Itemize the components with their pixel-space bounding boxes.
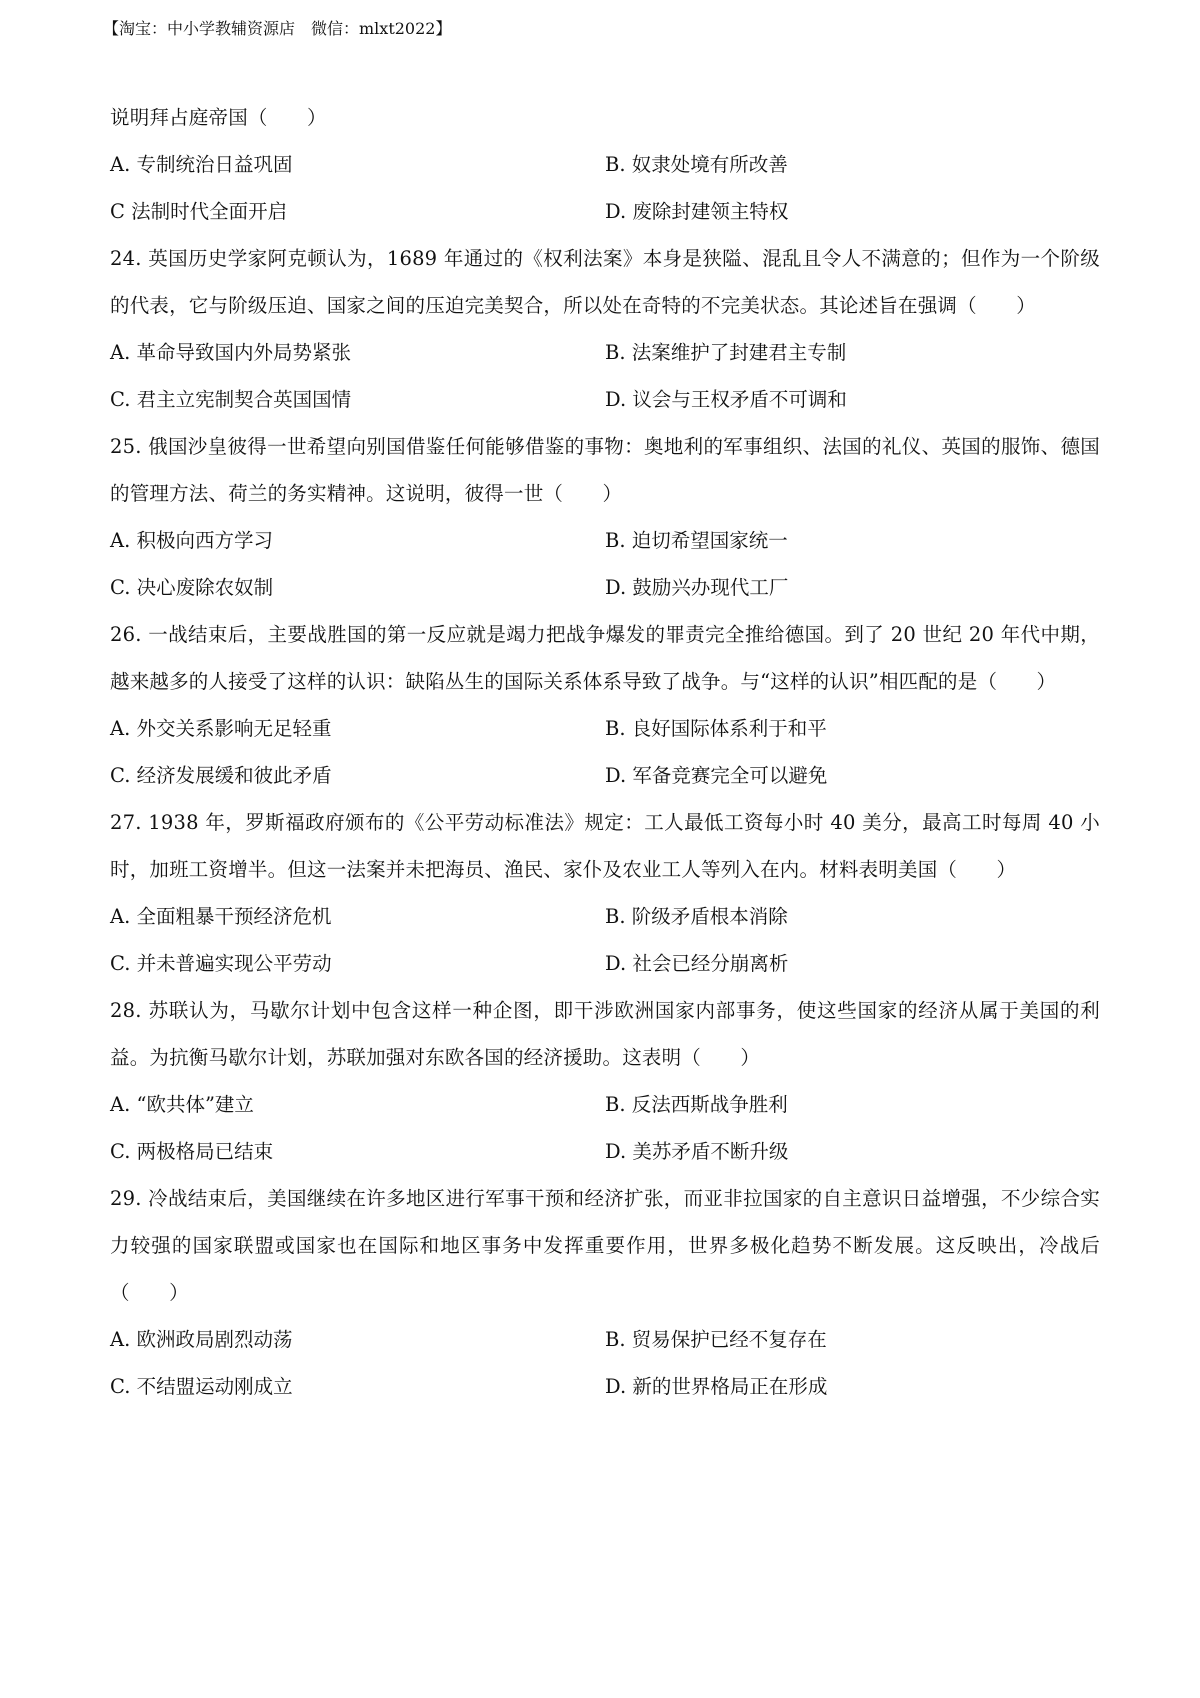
option-b: B. 奴隶处境有所改善 [605, 153, 788, 176]
option-a: A. 革命导致国内外局势紧张 [110, 341, 351, 364]
option-d: D. 美苏矛盾不断升级 [605, 1140, 789, 1163]
option-a: A. “欧共体”建立 [110, 1093, 254, 1116]
options-grid [110, 141, 1100, 235]
question-stem: 25. 俄国沙皇彼得一世希望向别国借鉴任何能够借鉴的事物：奥地利的军事组织、法国的礼仪、英国的服饰、德国的管理方法、荷兰的务实精神。这说明，彼得一世（ ） [110, 435, 1100, 505]
option-c: C. 经济发展缓和彼此矛盾 [110, 764, 332, 787]
question-list [110, 94, 1100, 1410]
question-stem: 29. 冷战结束后，美国继续在许多地区进行军事干预和经济扩张，而亚非拉国家的自主意识日益增强，不少综合实力较强的国家联盟或国家也在国际和地区事务中发挥重要作用，世界多极化趋势不断发展。这反映出，冷战后（ ） [110, 1187, 1100, 1304]
option-b: B. 法案维护了封建君主专制 [605, 341, 847, 364]
option-a: A. 全面粗暴干预经济危机 [110, 905, 332, 928]
option-a: A. 外交关系影响无足轻重 [110, 717, 332, 740]
question-stem: 28. 苏联认为，马歇尔计划中包含这样一种企图，即干涉欧洲国家内部事务，使这些国家的经济从属于美国的利益。为抗衡马歇尔计划，苏联加强对东欧各国的经济援助。这表明（ ） [110, 999, 1100, 1069]
option-d: D. 鼓励兴办现代工厂 [605, 576, 789, 599]
question-29 [110, 1175, 1100, 1410]
options-grid [110, 893, 1100, 987]
option-a: A. 专制统治日益巩固 [110, 153, 293, 176]
option-a: A. 欧洲政局剧烈动荡 [110, 1328, 293, 1351]
question-stem: 27. 1938 年，罗斯福政府颁布的《公平劳动标准法》规定：工人最低工资每小时 40 美分，最高工时每周 40 小时，加班工资增半。但这一法案并未把海员、渔民、家仆及农业工人等列入在内。材料表明美国（ ） [110, 811, 1100, 881]
page-header: 【淘宝：中小学教辅资源店 微信：mlxt2022】 [103, 19, 452, 38]
question-stem: 说明拜占庭帝国（ ） [110, 106, 327, 129]
option-c: C. 两极格局已结束 [110, 1140, 274, 1163]
option-d: D. 社会已经分崩离析 [605, 952, 789, 975]
option-c: C. 决心废除农奴制 [110, 576, 274, 599]
option-d: D. 军备竞赛完全可以避免 [605, 764, 828, 787]
option-b: B. 迫切希望国家统一 [605, 529, 788, 552]
option-b: B. 贸易保护已经不复存在 [605, 1328, 827, 1351]
question-25 [110, 423, 1100, 611]
options-grid [110, 1316, 1100, 1410]
option-d: D. 废除封建领主特权 [605, 200, 789, 223]
option-c: C. 君主立宪制契合英国国情 [110, 388, 352, 411]
option-b: B. 阶级矛盾根本消除 [605, 905, 788, 928]
option-a: A. 积极向西方学习 [110, 529, 273, 552]
options-grid [110, 1081, 1100, 1175]
option-b: B. 反法西斯战争胜利 [605, 1093, 788, 1116]
question-stem: 24. 英国历史学家阿克顿认为，1689 年通过的《权利法案》本身是狭隘、混乱且令人不满意的；但作为一个阶级的代表，它与阶级压迫、国家之间的压迫完美契合，所以处在奇特的不完美状态。其论述旨在强调（ ） [110, 247, 1100, 317]
question-26 [110, 611, 1100, 799]
question-28 [110, 987, 1100, 1175]
option-b: B. 良好国际体系利于和平 [605, 717, 827, 740]
question-stem: 26. 一战结束后，主要战胜国的第一反应就是竭力把战争爆发的罪责完全推给德国。到了 20 世纪 20 年代中期，越来越多的人接受了这样的认识：缺陷丛生的国际关系体系导致了战争。与“这样的认识”相匹配的是（ ） [110, 623, 1100, 693]
option-d: D. 新的世界格局正在形成 [605, 1375, 828, 1398]
question-24 [110, 235, 1100, 423]
option-c: C 法制时代全面开启 [110, 200, 288, 223]
options-grid [110, 705, 1100, 799]
option-c: C. 不结盟运动刚成立 [110, 1375, 293, 1398]
question-27 [110, 799, 1100, 987]
question-23 [110, 94, 1100, 235]
option-d: D. 议会与王权矛盾不可调和 [605, 388, 847, 411]
options-grid [110, 329, 1100, 423]
option-c: C. 并未普遍实现公平劳动 [110, 952, 332, 975]
options-grid [110, 517, 1100, 611]
